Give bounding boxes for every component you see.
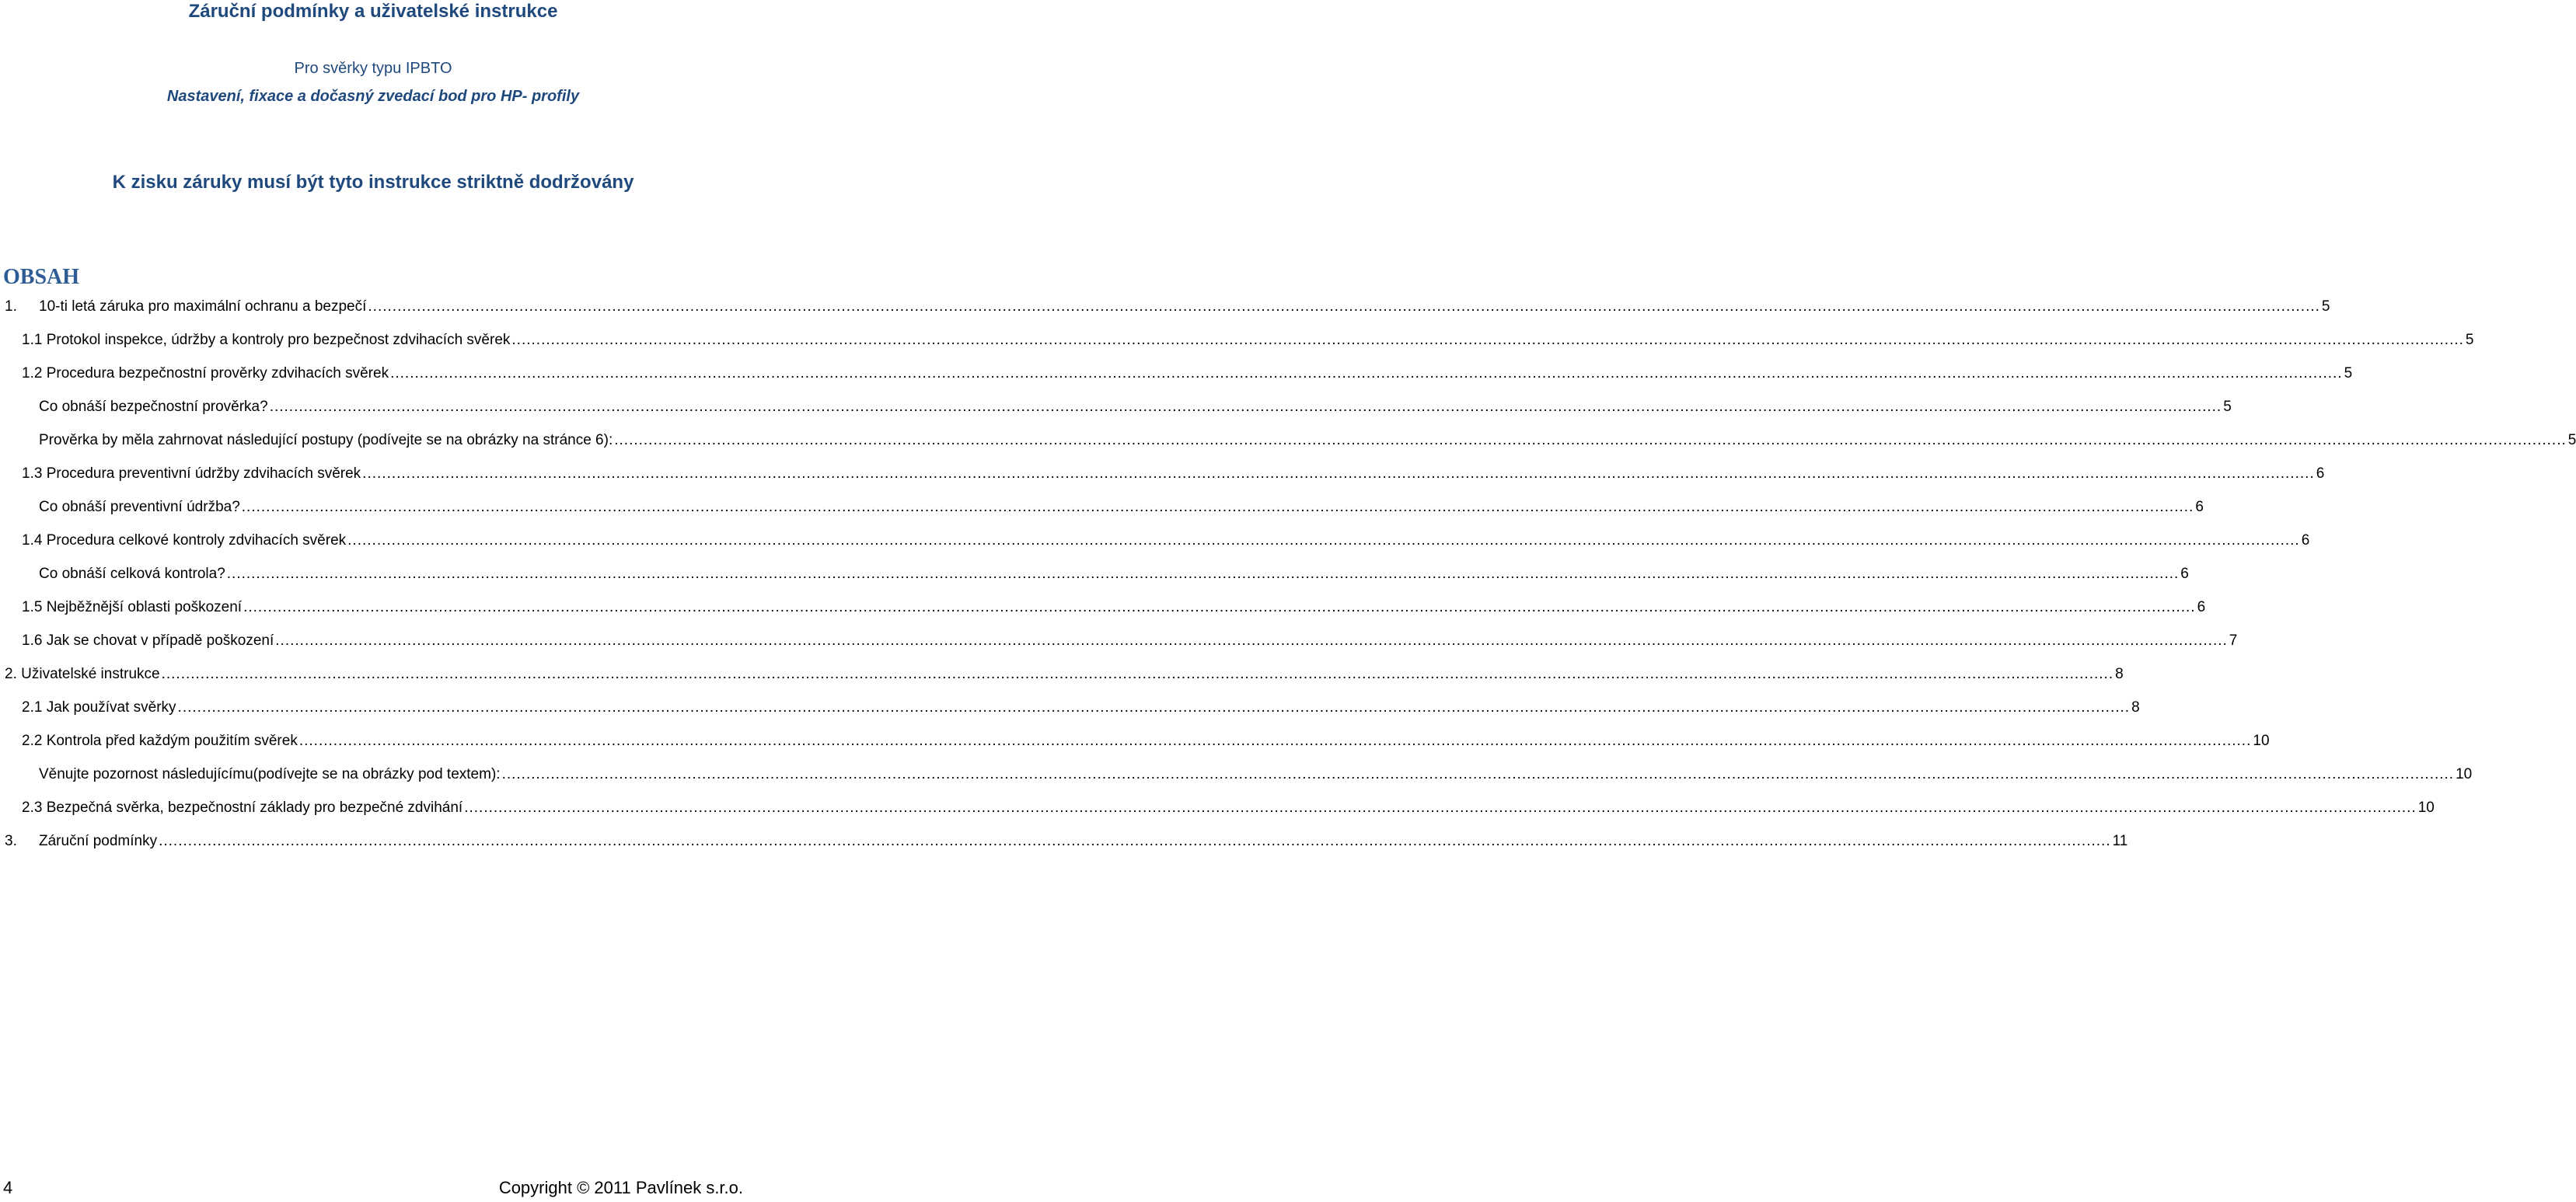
toc-entry[interactable] (0, 591, 2206, 624)
toc-entry-page: 5 (2344, 365, 2353, 382)
toc-entry-page: 8 (2131, 699, 2140, 716)
toc-entry-page: 6 (2180, 566, 2189, 582)
toc-entry-page: 8 (2115, 666, 2124, 682)
toc-entry-label: 2.3 Bezpečná svěrka, bezpečnostní základy pro bezpečné zdvihání (22, 800, 463, 816)
toc-entry-page: 7 (2229, 632, 2238, 649)
toc-leader-dots: ................................................................................................................................................................................................................................................................................................................................................................................................................ (243, 599, 2196, 615)
toc-leader-dots: ................................................................................................................................................................................................................................................................................................................................................................................................................ (511, 332, 2464, 348)
toc-leader-dots: ................................................................................................................................................................................................................................................................................................................................................................................................................ (269, 399, 2222, 415)
toc-leader-dots: ................................................................................................................................................................................................................................................................................................................................................................................................................ (226, 566, 2180, 582)
toc-entry[interactable] (0, 791, 2435, 824)
toc-heading: OBSAH (3, 265, 80, 289)
toc-leader-dots: ................................................................................................................................................................................................................................................................................................................................................................................................................ (275, 632, 2228, 649)
toc-entry-number: 3. (5, 833, 17, 849)
toc-leader-dots: ................................................................................................................................................................................................................................................................................................................................................................................................................ (368, 298, 2320, 315)
toc-entry-page: 6 (2195, 499, 2204, 515)
toc-leader-dots: ................................................................................................................................................................................................................................................................................................................................................................................................................ (298, 733, 2252, 749)
toc-entry[interactable] (0, 357, 2353, 390)
toc-entry-label: Co obnáší celková kontrola? (39, 566, 225, 582)
toc-entry[interactable] (0, 557, 2189, 591)
toc-entry[interactable] (0, 457, 2325, 490)
toc-entry-page: 10 (2417, 800, 2435, 816)
toc-entry-label: 1.2 Procedura bezpečnostní prověrky zdvihacích svěrek (22, 365, 389, 382)
toc-entry[interactable] (0, 624, 2238, 657)
document-subtitle-italic: Nastavení, fixace a dočasný zvedací bod pro HP- profily (166, 88, 580, 105)
warranty-notice: K zisku záruky musí být tyto instrukce striktně dodržovány (112, 172, 634, 193)
toc-entry-page: 5 (2465, 332, 2474, 348)
toc-entry-label: Záruční podmínky (39, 833, 158, 849)
toc-entry-page: 6 (2316, 465, 2325, 482)
toc-entry-label: Věnujte pozornost následujícímu(podívejte se na obrázky pod textem): (39, 766, 501, 782)
toc-entry[interactable] (0, 390, 2232, 423)
document-subtitle: Pro svěrky typu IPBTO (294, 60, 452, 77)
toc-leader-dots: ................................................................................................................................................................................................................................................................................................................................................................................................................ (390, 365, 2343, 382)
toc-entry-page: 5 (2567, 432, 2576, 448)
toc-entry[interactable] (0, 490, 2204, 524)
toc-entry-label: 2.2 Kontrola před každým použitím svěrek (22, 733, 298, 749)
toc-entry-label: 1.3 Procedura preventivní údržby zdvihacích svěrek (22, 465, 361, 482)
toc-entry-label: 1.5 Nejběžnější oblasti poškození (22, 599, 243, 615)
toc-entry-label: 2. Uživatelské instrukce (5, 666, 160, 682)
toc-entry-label: Co obnáší bezpečnostní prověrka? (39, 399, 268, 415)
toc-entry-page: 5 (2321, 298, 2330, 315)
toc-entry[interactable] (0, 691, 2140, 724)
toc-entry[interactable] (0, 423, 2576, 457)
toc-entry-page: 10 (2253, 733, 2270, 749)
toc-leader-dots: ................................................................................................................................................................................................................................................................................................................................................................................................................ (464, 800, 2417, 816)
toc-entry-label: 1.1 Protokol inspekce, údržby a kontroly pro bezpečnost zdvihacích svěrek (22, 332, 511, 348)
toc-entry-label: 10-ti letá záruka pro maximální ochranu a bezpečí (39, 298, 367, 315)
toc-entry-page: 11 (2112, 833, 2128, 849)
toc-entry[interactable] (0, 290, 2330, 323)
copyright-notice: Copyright © 2011 Pavlínek s.r.o. (498, 1178, 743, 1197)
toc-leader-dots: ................................................................................................................................................................................................................................................................................................................................................................................................................ (241, 499, 2194, 515)
toc-leader-dots: ................................................................................................................................................................................................................................................................................................................................................................................................................ (501, 766, 2455, 782)
toc-entry-label: 1.6 Jak se chovat v případě poškození (22, 632, 274, 649)
toc-entry[interactable] (0, 657, 2124, 691)
toc-leader-dots: ................................................................................................................................................................................................................................................................................................................................................................................................................ (159, 833, 2111, 849)
toc-entry[interactable] (0, 524, 2310, 557)
toc-entry-label: Co obnáší preventivní údržba? (39, 499, 240, 515)
toc-leader-dots: ................................................................................................................................................................................................................................................................................................................................................................................................................ (177, 699, 2131, 716)
page-number: 4 (3, 1178, 13, 1197)
document-title: Záruční podmínky a uživatelské instrukce (188, 1, 558, 22)
toc-entry-page: 6 (2301, 532, 2310, 549)
toc-leader-dots: ................................................................................................................................................................................................................................................................................................................................................................................................................ (161, 666, 2114, 682)
toc-entry-label: 1.4 Procedura celkové kontroly zdvihacích svěrek (22, 532, 347, 549)
toc-entry[interactable] (0, 323, 2474, 357)
toc-entry-label: Prověrka by měla zahrnovat následující postupy (podívejte se na obrázky na stránce 6): (39, 432, 613, 448)
toc-entry-label: 2.1 Jak používat svěrky (22, 699, 176, 716)
toc-entry-page: 6 (2197, 599, 2206, 615)
toc-entry[interactable] (0, 724, 2270, 758)
toc-entry-number: 1. (5, 298, 17, 315)
toc-leader-dots: ................................................................................................................................................................................................................................................................................................................................................................................................................ (347, 532, 2300, 549)
toc-entry[interactable] (0, 758, 2473, 791)
toc-entry-page: 10 (2456, 766, 2473, 782)
toc-entry-page: 5 (2223, 399, 2232, 415)
toc-leader-dots: ................................................................................................................................................................................................................................................................................................................................................................................................................ (614, 432, 2567, 448)
toc-entry[interactable] (0, 824, 2128, 858)
toc-leader-dots: ................................................................................................................................................................................................................................................................................................................................................................................................................ (362, 465, 2315, 482)
